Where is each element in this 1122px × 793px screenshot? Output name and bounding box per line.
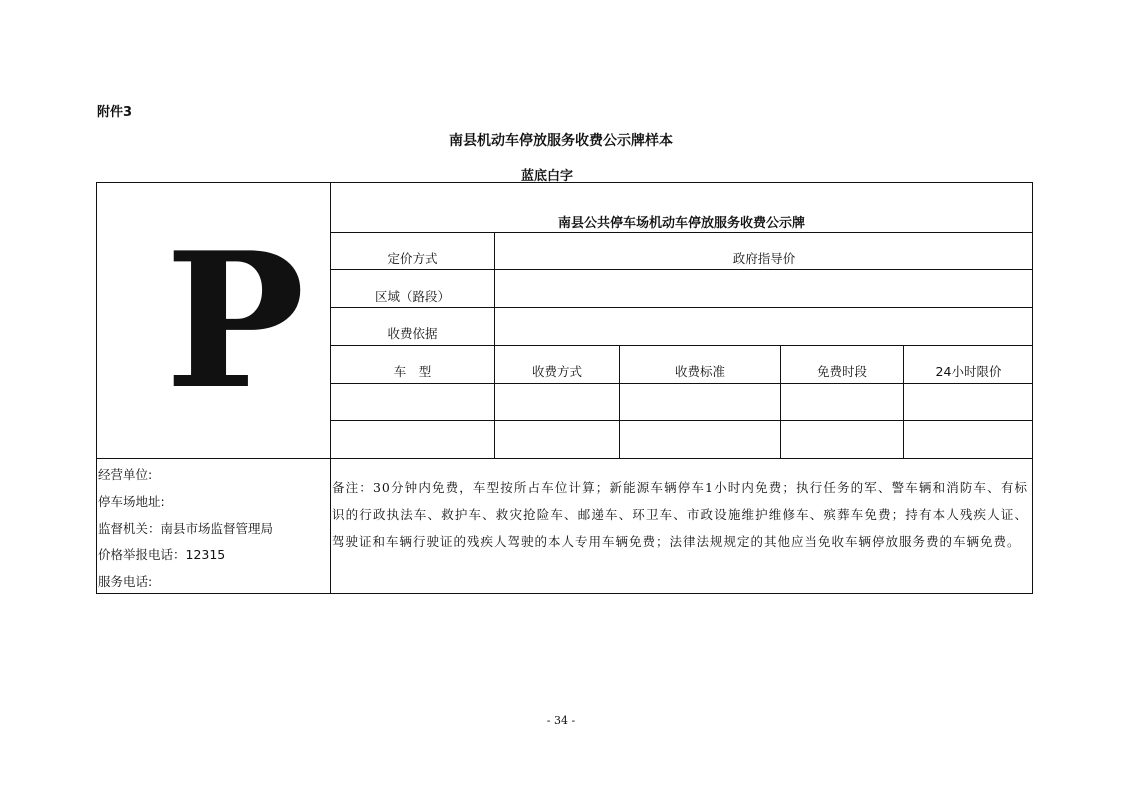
header-charge-method: 收费方式 [531, 364, 582, 379]
pricing-method-label: 定价方式 [387, 251, 438, 266]
row-line-5 [330, 383, 1033, 384]
document-title: 南县机动车停放服务收费公示牌样本 [449, 133, 673, 149]
service-phone-line: 服务电话: [98, 574, 153, 589]
header-24h-cap: 24小时限价 [935, 364, 1002, 379]
basis-label: 收费依据 [387, 326, 438, 341]
subtitle: 蓝底白字 [521, 169, 574, 184]
address-line: 停车场地址: [98, 494, 165, 509]
row-line-2 [330, 269, 1033, 270]
pricing-method-value: 政府指导价 [732, 251, 796, 266]
header-vehicle-type: 车 型 [393, 364, 432, 379]
row-line-7 [96, 458, 1033, 459]
row-line-4 [330, 345, 1033, 346]
parking-p-logo: P [165, 211, 301, 430]
row-line-1 [330, 232, 1033, 233]
sign-title: 南县公共停车场机动车停放服务收费公示牌 [557, 216, 805, 231]
row-line-3 [330, 307, 1033, 308]
supervisor-line: 监督机关：南县市场监督管理局 [98, 521, 274, 536]
operator-line: 经营单位: [98, 467, 153, 482]
divider-left-column [330, 182, 331, 594]
area-label: 区域（路段） [374, 289, 450, 304]
header-free-period: 免费时段 [816, 364, 867, 379]
report-phone-line: 价格举报电话：12315 [98, 547, 226, 562]
note-text: 备注：30分钟内免费，车型按所占车位计算；新能源车辆停车1小时内免费；执行任务的军、警车辆和消防车、有标识的行政执法车、救护车、救灾抢险车、邮递车、环卫车、市政设施维护维修车、殡葬车免费；持有本人残疾人证、驾驶证和车辆行驶证的残疾人驾驶的本人专用车辆免费；法律法规规定的其他应当免收车辆停放服务费的车辆免费。 [332, 480, 1028, 549]
header-charge-standard: 收费标准 [674, 364, 725, 379]
attachment-label: 附件3 [97, 105, 133, 120]
row-line-6 [330, 420, 1033, 421]
page-number: - 34 - [546, 714, 576, 727]
